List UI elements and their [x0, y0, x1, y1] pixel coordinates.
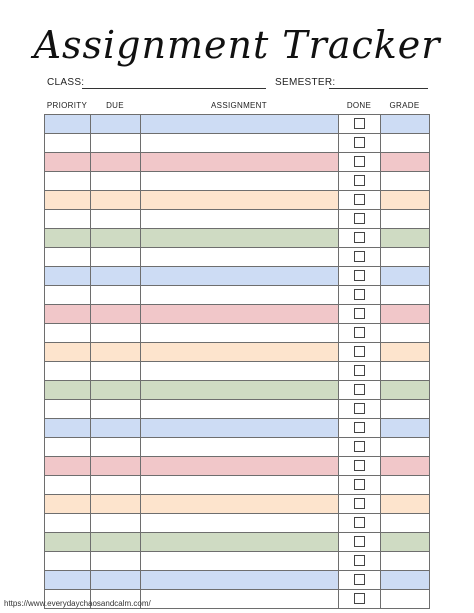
priority-cell[interactable] [45, 533, 91, 552]
priority-cell[interactable] [45, 286, 91, 305]
grade-cell[interactable] [381, 343, 430, 362]
done-checkbox[interactable] [354, 517, 365, 528]
due-cell[interactable] [91, 172, 141, 191]
footer-url: https://www.everydaychaosandcalm.com/ [4, 599, 151, 608]
due-cell[interactable] [91, 134, 141, 153]
grade-cell[interactable] [381, 476, 430, 495]
priority-cell[interactable] [45, 248, 91, 267]
done-checkbox[interactable] [354, 593, 365, 604]
table-row [45, 191, 430, 210]
priority-cell[interactable] [45, 381, 91, 400]
grade-cell[interactable] [381, 438, 430, 457]
table-row [45, 115, 430, 134]
table-row [45, 153, 430, 172]
assignment-cell[interactable] [141, 571, 339, 590]
grade-cell[interactable] [381, 514, 430, 533]
grade-cell[interactable] [381, 552, 430, 571]
grade-cell[interactable] [381, 153, 430, 172]
done-cell[interactable] [339, 476, 381, 495]
assignment-cell[interactable] [141, 495, 339, 514]
grade-cell[interactable] [381, 210, 430, 229]
done-cell[interactable] [339, 191, 381, 210]
assignment-cell[interactable] [141, 362, 339, 381]
done-checkbox[interactable] [354, 346, 365, 357]
grade-cell[interactable] [381, 229, 430, 248]
assignment-cell[interactable] [141, 248, 339, 267]
due-cell[interactable] [91, 191, 141, 210]
done-checkbox[interactable] [354, 137, 365, 148]
class-label: CLASS: [47, 77, 85, 88]
done-checkbox[interactable] [354, 422, 365, 433]
priority-cell[interactable] [45, 191, 91, 210]
due-cell[interactable] [91, 381, 141, 400]
due-cell[interactable] [91, 324, 141, 343]
priority-cell[interactable] [45, 362, 91, 381]
done-cell[interactable] [339, 457, 381, 476]
table-row [45, 286, 430, 305]
assignment-cell[interactable] [141, 381, 339, 400]
done-cell[interactable] [339, 305, 381, 324]
done-checkbox[interactable] [354, 232, 365, 243]
assignment-cell[interactable] [141, 590, 339, 609]
assignment-cell[interactable] [141, 210, 339, 229]
done-checkbox[interactable] [354, 251, 365, 262]
done-cell[interactable] [339, 324, 381, 343]
done-checkbox[interactable] [354, 365, 365, 376]
header-due: DUE [106, 101, 124, 110]
page-title: Assignment Tracker [33, 23, 441, 67]
assignment-cell[interactable] [141, 153, 339, 172]
done-cell[interactable] [339, 362, 381, 381]
table-row [45, 134, 430, 153]
done-cell[interactable] [339, 115, 381, 134]
priority-cell[interactable] [45, 571, 91, 590]
table-row [45, 419, 430, 438]
done-cell[interactable] [339, 343, 381, 362]
done-cell[interactable] [339, 267, 381, 286]
done-cell[interactable] [339, 172, 381, 191]
done-checkbox[interactable] [354, 175, 365, 186]
table-row [45, 305, 430, 324]
semester-field-line[interactable] [329, 88, 428, 89]
assignment-cell[interactable] [141, 286, 339, 305]
priority-cell[interactable] [45, 172, 91, 191]
due-cell[interactable] [91, 153, 141, 172]
semester-label: SEMESTER: [275, 77, 336, 88]
done-cell[interactable] [339, 590, 381, 609]
due-cell[interactable] [91, 115, 141, 134]
grade-cell[interactable] [381, 248, 430, 267]
done-checkbox[interactable] [354, 403, 365, 414]
table-row [45, 248, 430, 267]
due-cell[interactable] [91, 229, 141, 248]
done-checkbox[interactable] [354, 574, 365, 585]
table-row [45, 514, 430, 533]
done-checkbox[interactable] [354, 289, 365, 300]
table-row [45, 229, 430, 248]
assignment-cell[interactable] [141, 476, 339, 495]
grade-cell[interactable] [381, 400, 430, 419]
done-checkbox[interactable] [354, 498, 365, 509]
table-row [45, 533, 430, 552]
table-row [45, 267, 430, 286]
done-checkbox[interactable] [354, 118, 365, 129]
grade-cell[interactable] [381, 134, 430, 153]
due-cell[interactable] [91, 400, 141, 419]
done-cell[interactable] [339, 571, 381, 590]
done-cell[interactable] [339, 533, 381, 552]
priority-cell[interactable] [45, 134, 91, 153]
grade-cell[interactable] [381, 590, 430, 609]
assignment-cell[interactable] [141, 419, 339, 438]
assignment-table [44, 114, 430, 609]
priority-cell[interactable] [45, 400, 91, 419]
due-cell[interactable] [91, 248, 141, 267]
assignment-cell[interactable] [141, 457, 339, 476]
done-checkbox[interactable] [354, 555, 365, 566]
done-checkbox[interactable] [354, 441, 365, 452]
assignment-cell[interactable] [141, 172, 339, 191]
done-checkbox[interactable] [354, 384, 365, 395]
grade-cell[interactable] [381, 533, 430, 552]
header-done: DONE [346, 101, 372, 110]
done-checkbox[interactable] [354, 327, 365, 338]
assignment-cell[interactable] [141, 229, 339, 248]
table-row [45, 210, 430, 229]
done-checkbox[interactable] [354, 308, 365, 319]
due-cell[interactable] [91, 495, 141, 514]
priority-cell[interactable] [45, 457, 91, 476]
grade-cell[interactable] [381, 457, 430, 476]
table-row [45, 381, 430, 400]
priority-cell[interactable] [45, 419, 91, 438]
grade-cell[interactable] [381, 324, 430, 343]
assignment-cell[interactable] [141, 191, 339, 210]
assignment-cell[interactable] [141, 438, 339, 457]
assignment-cell[interactable] [141, 400, 339, 419]
priority-cell[interactable] [45, 267, 91, 286]
assignment-cell[interactable] [141, 324, 339, 343]
grade-cell[interactable] [381, 286, 430, 305]
done-cell[interactable] [339, 419, 381, 438]
priority-cell[interactable] [45, 115, 91, 134]
done-cell[interactable] [339, 210, 381, 229]
done-checkbox[interactable] [354, 270, 365, 281]
grade-cell[interactable] [381, 419, 430, 438]
due-cell[interactable] [91, 571, 141, 590]
priority-cell[interactable] [45, 153, 91, 172]
class-field-line[interactable] [82, 88, 266, 89]
due-cell[interactable] [91, 210, 141, 229]
due-cell[interactable] [91, 533, 141, 552]
priority-cell[interactable] [45, 514, 91, 533]
done-cell[interactable] [339, 134, 381, 153]
table-row [45, 571, 430, 590]
done-cell[interactable] [339, 229, 381, 248]
grade-cell[interactable] [381, 191, 430, 210]
done-checkbox[interactable] [354, 156, 365, 167]
priority-cell[interactable] [45, 305, 91, 324]
due-cell[interactable] [91, 305, 141, 324]
assignment-cell[interactable] [141, 552, 339, 571]
due-cell[interactable] [91, 362, 141, 381]
done-cell[interactable] [339, 495, 381, 514]
grade-cell[interactable] [381, 571, 430, 590]
due-cell[interactable] [91, 419, 141, 438]
table-row [45, 362, 430, 381]
due-cell[interactable] [91, 552, 141, 571]
table-row [45, 172, 430, 191]
priority-cell[interactable] [45, 210, 91, 229]
done-cell[interactable] [339, 381, 381, 400]
due-cell[interactable] [91, 286, 141, 305]
grade-cell[interactable] [381, 115, 430, 134]
done-checkbox[interactable] [354, 194, 365, 205]
done-cell[interactable] [339, 153, 381, 172]
done-cell[interactable] [339, 514, 381, 533]
done-cell[interactable] [339, 400, 381, 419]
due-cell[interactable] [91, 476, 141, 495]
priority-cell[interactable] [45, 495, 91, 514]
assignment-cell[interactable] [141, 514, 339, 533]
assignment-cell[interactable] [141, 134, 339, 153]
assignment-cell[interactable] [141, 305, 339, 324]
done-cell[interactable] [339, 438, 381, 457]
due-cell[interactable] [91, 457, 141, 476]
grade-cell[interactable] [381, 172, 430, 191]
table-row [45, 400, 430, 419]
grade-cell[interactable] [381, 267, 430, 286]
grade-cell[interactable] [381, 305, 430, 324]
done-checkbox[interactable] [354, 213, 365, 224]
due-cell[interactable] [91, 438, 141, 457]
priority-cell[interactable] [45, 343, 91, 362]
done-cell[interactable] [339, 552, 381, 571]
priority-cell[interactable] [45, 324, 91, 343]
header-assignment: ASSIGNMENT [211, 101, 267, 110]
header-grade: GRADE [389, 101, 420, 110]
done-checkbox[interactable] [354, 479, 365, 490]
done-cell[interactable] [339, 248, 381, 267]
done-checkbox[interactable] [354, 460, 365, 471]
grade-cell[interactable] [381, 495, 430, 514]
table-row [45, 457, 430, 476]
table-row [45, 343, 430, 362]
grade-cell[interactable] [381, 362, 430, 381]
table-row [45, 552, 430, 571]
assignment-cell[interactable] [141, 533, 339, 552]
header-priority: PRIORITY [46, 101, 88, 110]
assignment-cell[interactable] [141, 343, 339, 362]
grade-cell[interactable] [381, 381, 430, 400]
assignment-cell[interactable] [141, 267, 339, 286]
priority-cell[interactable] [45, 438, 91, 457]
assignment-cell[interactable] [141, 115, 339, 134]
table-row [45, 324, 430, 343]
done-cell[interactable] [339, 286, 381, 305]
due-cell[interactable] [91, 267, 141, 286]
priority-cell[interactable] [45, 229, 91, 248]
due-cell[interactable] [91, 514, 141, 533]
table-row [45, 495, 430, 514]
due-cell[interactable] [91, 343, 141, 362]
table-row [45, 476, 430, 495]
priority-cell[interactable] [45, 552, 91, 571]
done-checkbox[interactable] [354, 536, 365, 547]
priority-cell[interactable] [45, 476, 91, 495]
table-row [45, 438, 430, 457]
